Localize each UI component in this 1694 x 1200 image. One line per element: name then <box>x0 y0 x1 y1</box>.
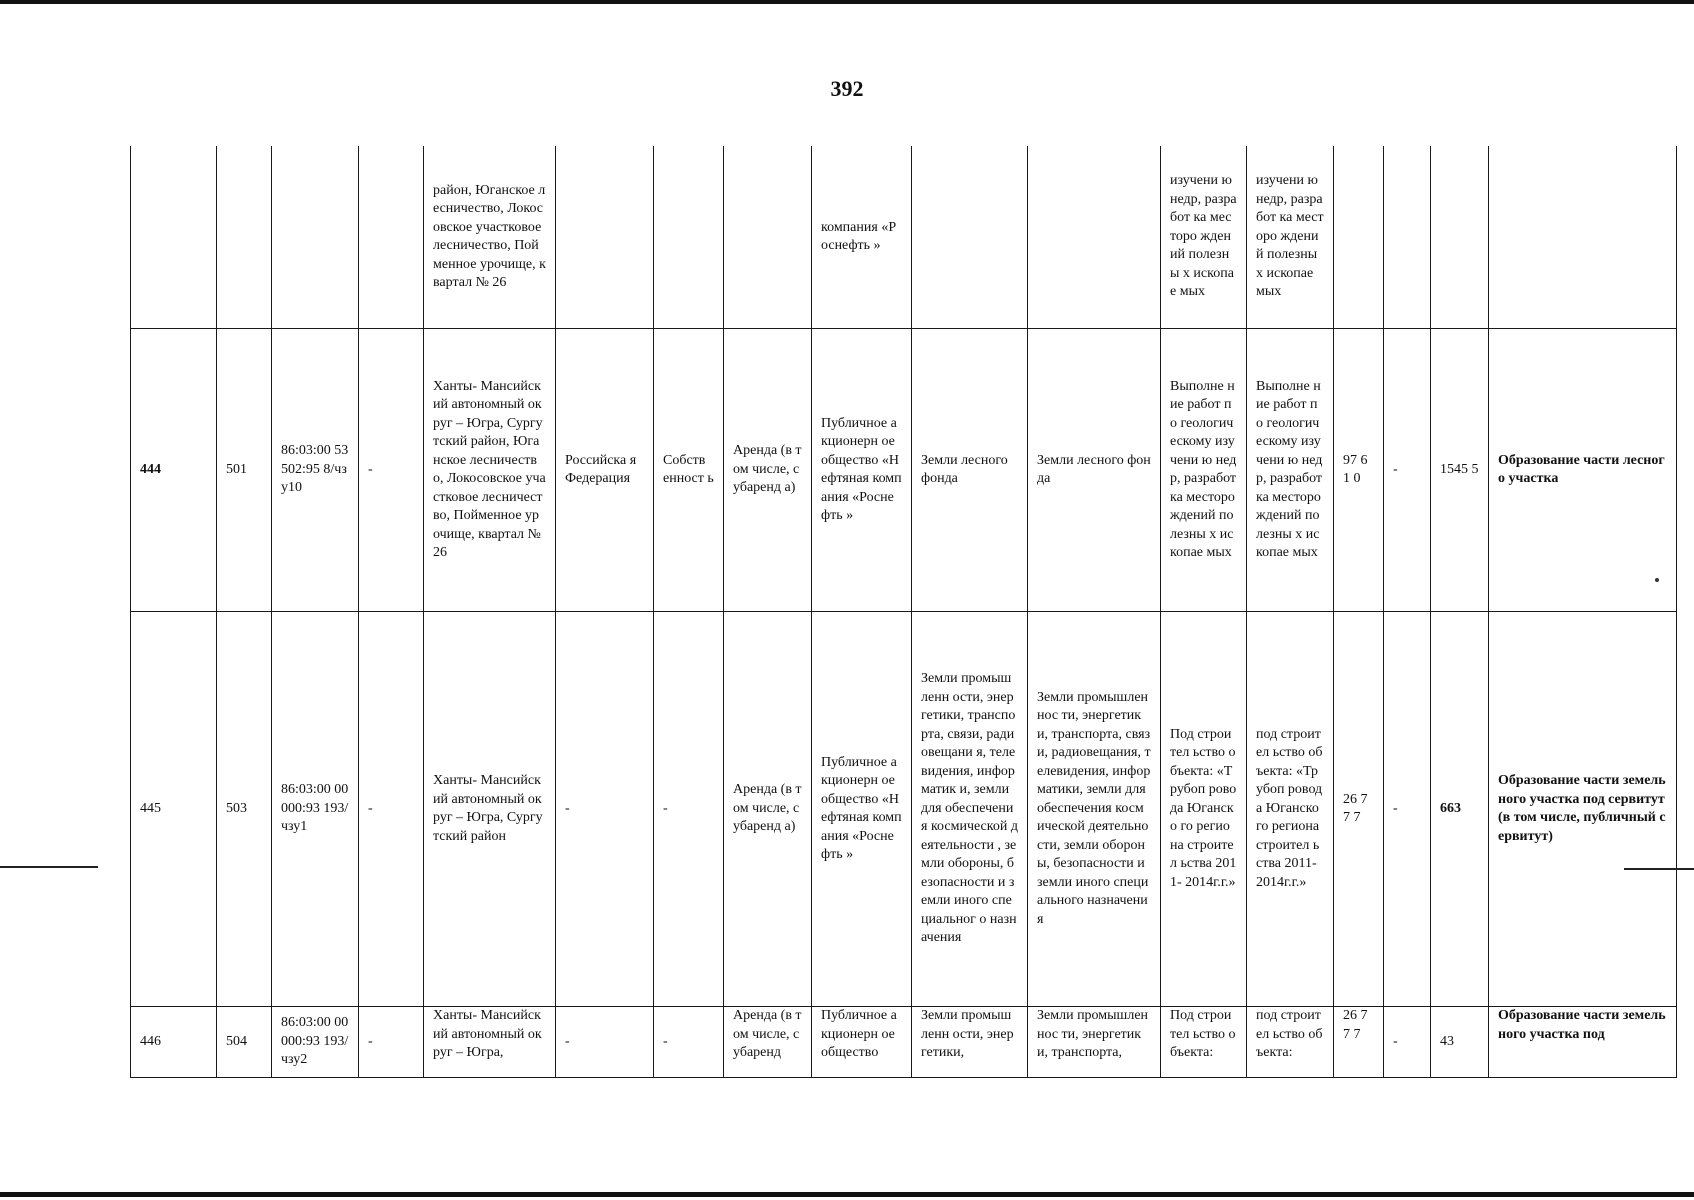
cell-land-category <box>912 146 1028 329</box>
cell-location: район, Юганское лесничество, Локосовское участковое лесничество, Пойменное урочище, квартал № 26 <box>424 146 556 329</box>
cell-part-area: 663 <box>1431 612 1489 1007</box>
cell-dash: - <box>359 1007 424 1078</box>
cell-right-type: - <box>654 612 724 1007</box>
cell-plot-number: 501 <box>217 329 272 612</box>
cell-dash-2: - <box>1384 329 1431 612</box>
cell-permitted-use-new: изучени ю недр, разработ ка месторо ждений полезны х ископае мых <box>1247 146 1334 329</box>
table-row <box>131 146 1677 329</box>
cell-purpose: Образование части лесного участка <box>1489 329 1677 612</box>
top-border <box>0 0 1694 4</box>
cell-permitted-use: Выполне ние работ по геологич ескому изучени ю недр, разработ ка месторо ждений полезны х ископае мых <box>1161 329 1247 612</box>
page-number: 392 <box>830 76 864 101</box>
land-plots-table <box>130 146 1677 1078</box>
cell-dash-2 <box>1384 146 1431 329</box>
cell-dash: - <box>359 612 424 1007</box>
cell-cadastral-number: 86:03:00 53502:95 8/чзу10 <box>272 329 359 612</box>
table-row <box>131 329 1677 612</box>
cell-area: 97 61 0 <box>1334 329 1384 612</box>
scan-artifact-right <box>1624 868 1694 870</box>
cell-purpose <box>1489 146 1677 329</box>
cell-encumbrance: Аренда (в том числе, субаренд <box>724 1007 812 1078</box>
scan-speck <box>1655 578 1659 582</box>
cell-land-category-new: Земли лесного фонда <box>1028 329 1161 612</box>
cell-right-type <box>654 146 724 329</box>
cell-encumbrance <box>724 146 812 329</box>
cell-plot-number <box>217 146 272 329</box>
cell-plot-number: 503 <box>217 612 272 1007</box>
cell-owner: - <box>556 612 654 1007</box>
cell-cadastral-number: 86:03:00 00000:93 193/чзу2 <box>272 1007 359 1078</box>
cell-row-number <box>131 146 217 329</box>
cell-owner: - <box>556 1007 654 1078</box>
cell-land-category: Земли промышленн ости, энергетики, транспорта, связи, радиовещани я, телевидения, информатик и, земли для обеспечения космической деятельности , земли обороны, безопасности и земли иного специальног о назначения <box>912 612 1028 1007</box>
cell-permitted-use-new: Выполне ние работ по геологич ескому изучени ю недр, разработ ка месторо ждений полезны х ископае мых <box>1247 329 1334 612</box>
cell-land-category: Земли лесного фонда <box>912 329 1028 612</box>
cell-right-holder: Публичное акционерн ое общество «Нефтяная компания «Роснефть » <box>812 329 912 612</box>
cell-land-category-new <box>1028 146 1161 329</box>
cell-dash: - <box>359 329 424 612</box>
cell-part-area: 43 <box>1431 1007 1489 1078</box>
cell-encumbrance: Аренда (в том числе, субаренд а) <box>724 329 812 612</box>
cell-permitted-use: Под строител ьство объекта: «Трубоп ровода Юганско го региона строител ьства 2011- 2014г.г.» <box>1161 612 1247 1007</box>
cell-owner <box>556 146 654 329</box>
cell-area: 26 77 7 <box>1334 612 1384 1007</box>
cell-dash-2: - <box>1384 612 1431 1007</box>
cell-right-holder: компания «Роснефть » <box>812 146 912 329</box>
cell-right-type: - <box>654 1007 724 1078</box>
cell-row-number: 446 <box>131 1007 217 1078</box>
cell-permitted-use-new: под строител ьство объекта: <box>1247 1007 1334 1078</box>
cell-right-holder: Публичное акционерн ое общество «Нефтяная компания «Роснефть » <box>812 612 912 1007</box>
cell-purpose: Образование части земельного участка под сервитут (в том числе, публичный сервитут) <box>1489 612 1677 1007</box>
cell-land-category-new: Земли промышленнос ти, энергетики, транспорта, связи, радиовещания, телевидения, информатики, земли для обеспечения космической деятельности, земли обороны, безопасности и земли иного специального назначения <box>1028 612 1161 1007</box>
cell-cadastral-number <box>272 146 359 329</box>
cell-permitted-use: Под строител ьство объекта: <box>1161 1007 1247 1078</box>
cell-part-area <box>1431 146 1489 329</box>
cell-location: Ханты- Мансийский автономный округ – Югра, <box>424 1007 556 1078</box>
cell-location: Ханты- Мансийский автономный округ – Югра, Сургутский район, Юганское лесничество, Локосовское участковое лесничество, Пойменное урочище, квартал № 26 <box>424 329 556 612</box>
cell-land-category: Земли промышленн ости, энергетики, <box>912 1007 1028 1078</box>
cell-dash <box>359 146 424 329</box>
cell-land-category-new: Земли промышленнос ти, энергетики, транспорта, <box>1028 1007 1161 1078</box>
cell-area: 26 77 7 <box>1334 1007 1384 1078</box>
cell-location: Ханты- Мансийский автономный округ – Югра, Сургутский район <box>424 612 556 1007</box>
cell-row-number: 444 <box>131 329 217 612</box>
bottom-border <box>0 1192 1694 1197</box>
cell-encumbrance: Аренда (в том числе, субаренд а) <box>724 612 812 1007</box>
cell-part-area: 1545 5 <box>1431 329 1489 612</box>
cell-permitted-use-new: под строител ьство объекта: «Трубоп ровода Юганско го региона строител ьства 2011- 2014г.г.» <box>1247 612 1334 1007</box>
cell-right-holder: Публичное акционерн ое общество <box>812 1007 912 1078</box>
cell-row-number: 445 <box>131 612 217 1007</box>
table-row <box>131 1007 1677 1078</box>
cell-plot-number: 504 <box>217 1007 272 1078</box>
cell-permitted-use: изучени ю недр, разработ ка месторо ждений полезны х ископае мых <box>1161 146 1247 329</box>
cell-right-type: Собств енност ь <box>654 329 724 612</box>
table-row <box>131 612 1677 1007</box>
cell-area <box>1334 146 1384 329</box>
cell-purpose: Образование части земельного участка под <box>1489 1007 1677 1078</box>
cell-dash-2: - <box>1384 1007 1431 1078</box>
scan-artifact-left <box>0 866 98 868</box>
cell-owner: Российска я Федерация <box>556 329 654 612</box>
cell-cadastral-number: 86:03:00 00000:93 193/чзу1 <box>272 612 359 1007</box>
